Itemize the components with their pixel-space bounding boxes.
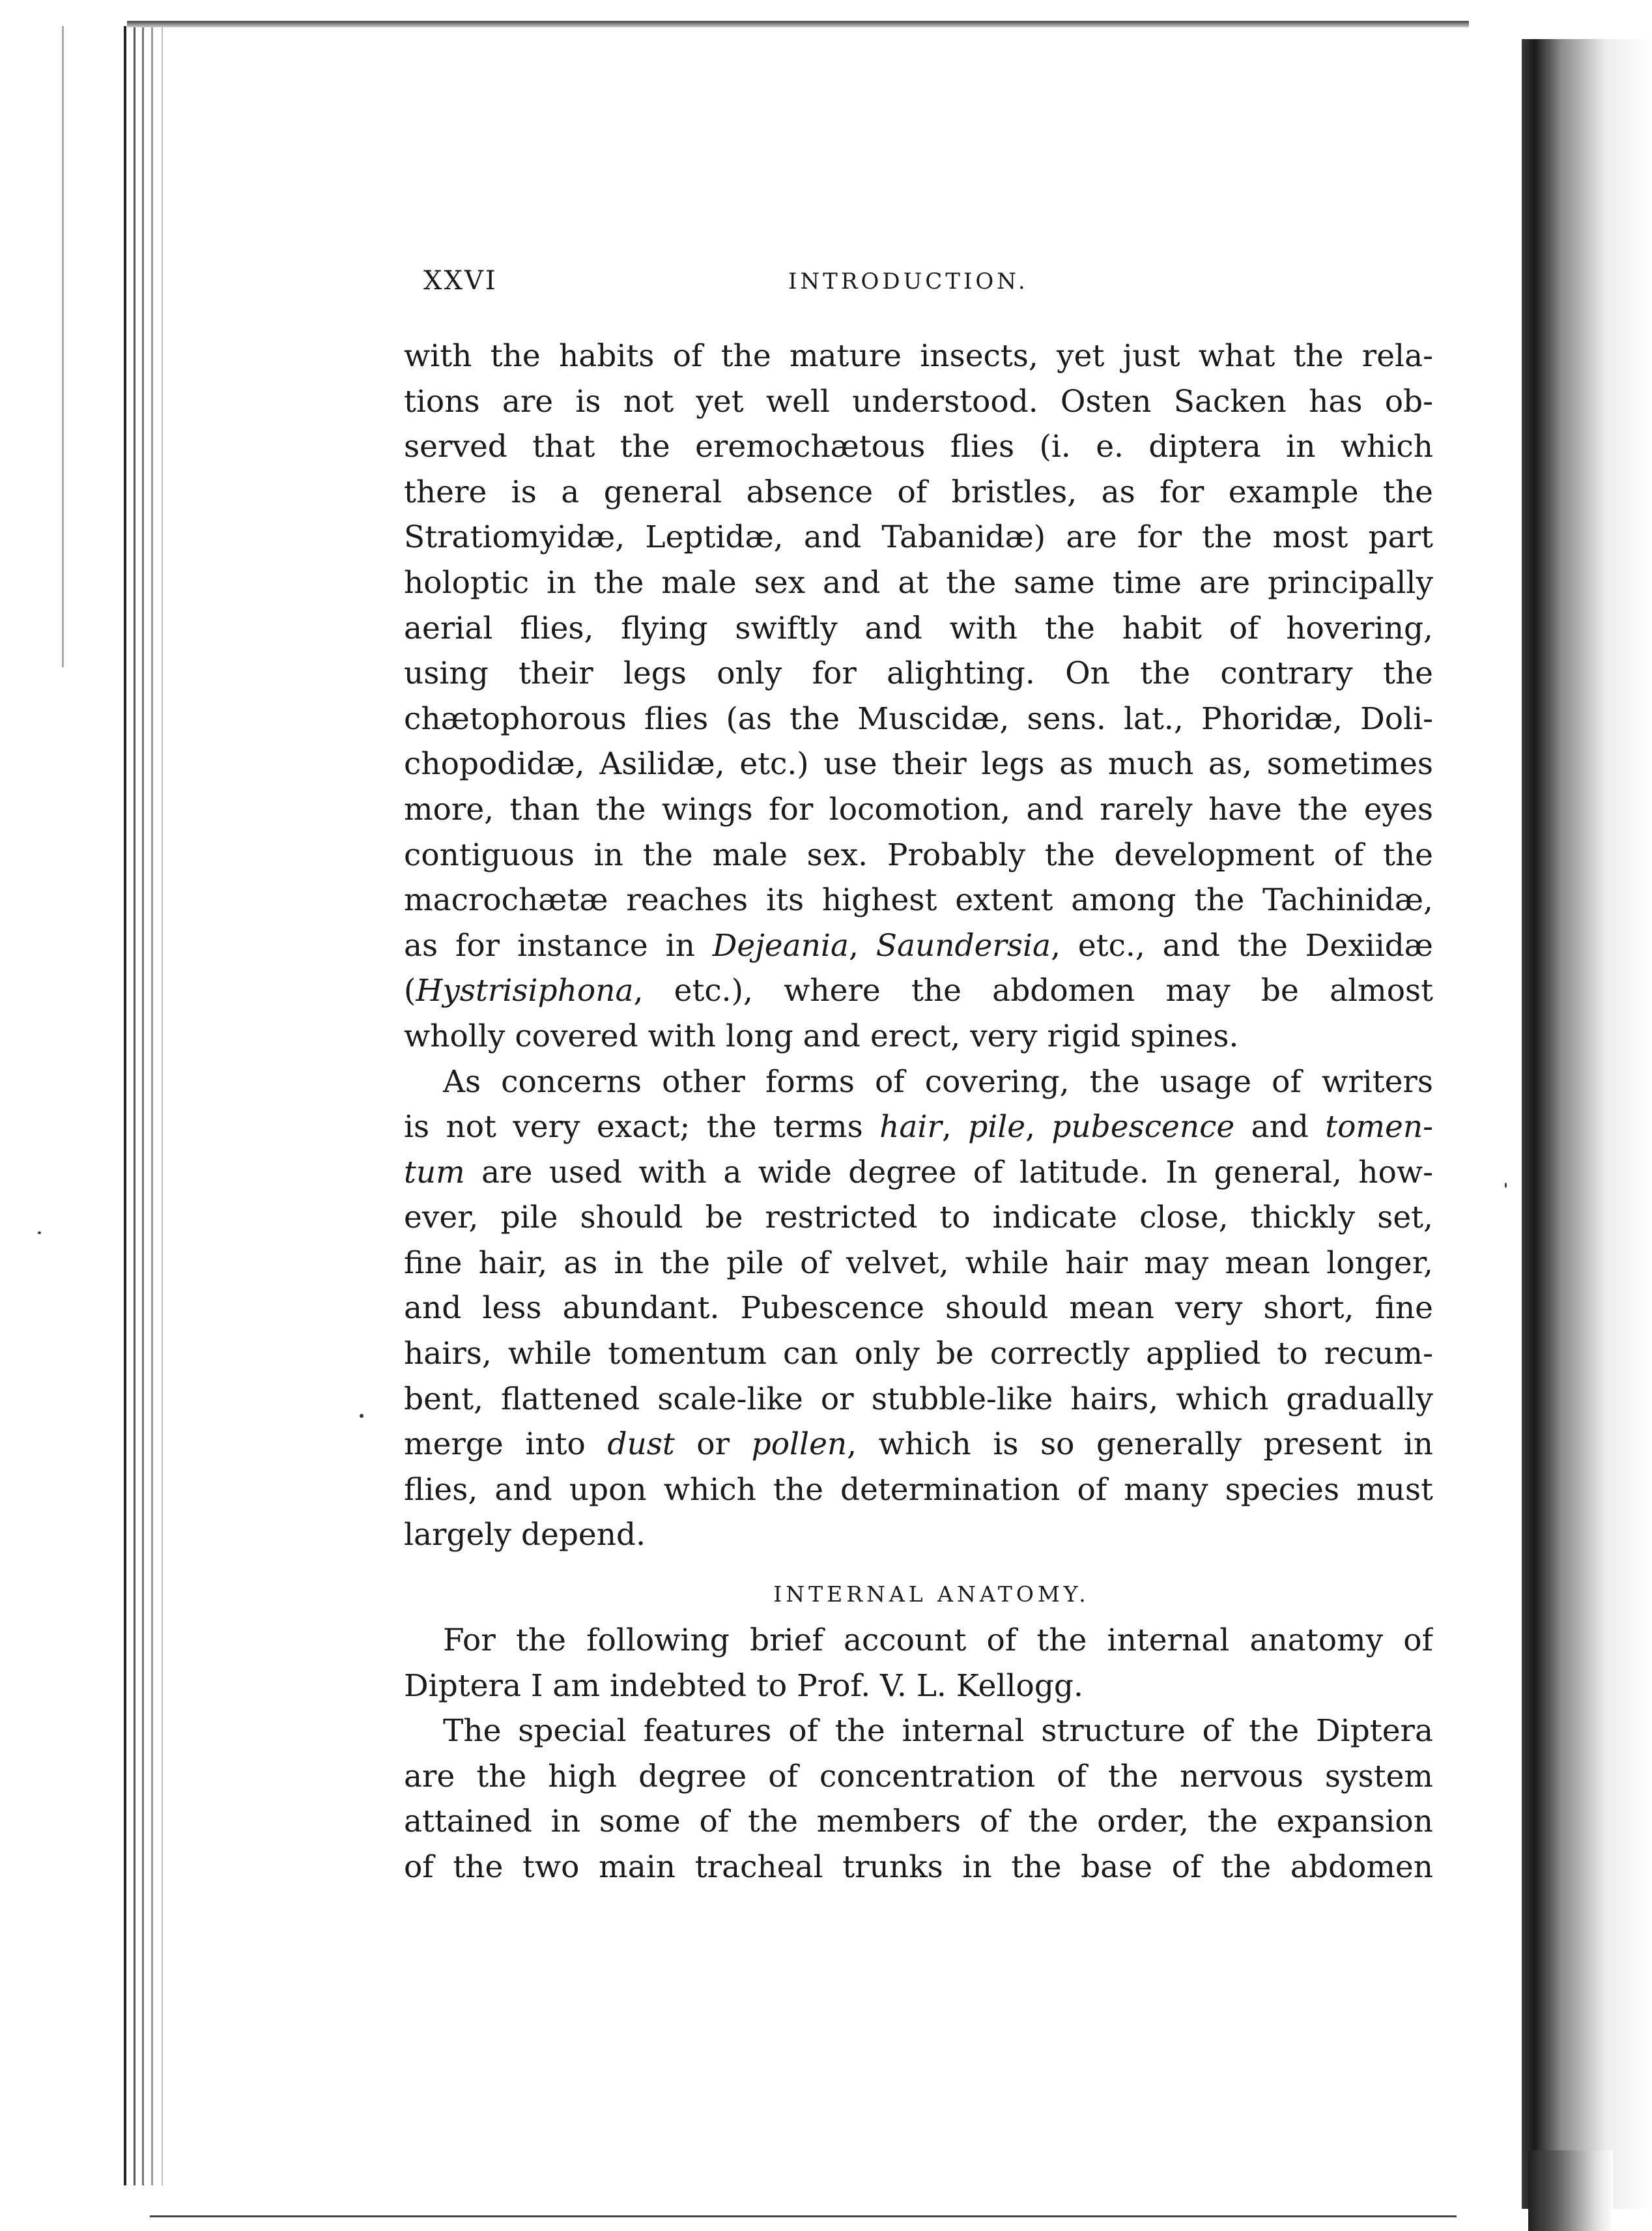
text-run: , etc., and the Dexiidæ bbox=[1051, 927, 1433, 964]
section-heading: INTERNAL ANATOMY. bbox=[773, 1581, 1090, 1607]
paragraph-covering bbox=[404, 1059, 1433, 1559]
text-run: as for instance in bbox=[404, 927, 713, 964]
term: pile bbox=[968, 1109, 1026, 1145]
text-line bbox=[404, 1150, 1433, 1196]
text-line: using their legs only for alighting. On the contrary the bbox=[404, 655, 1433, 692]
paragraph-habits bbox=[404, 334, 1433, 1059]
scan-speck bbox=[38, 1231, 41, 1234]
text-line: Stratiomyidæ, Leptidæ, and Tabanidæ) are for the most part bbox=[404, 519, 1433, 556]
page-edge bbox=[134, 26, 135, 2185]
text-run: are used with a wide degree of latitude. In general, how- bbox=[464, 1154, 1433, 1190]
text-line: of the two main tracheal trunks in the base of the abdomen bbox=[404, 1849, 1433, 1885]
text-line: are the high degree of concentration of the nervous system bbox=[404, 1758, 1433, 1794]
text-line: tions are is not yet well understood. Osten Sacken has ob- bbox=[404, 383, 1433, 420]
page-edge bbox=[124, 26, 126, 2185]
text-line: As concerns other forms of covering, the usage of writers bbox=[443, 1063, 1433, 1100]
term: tum bbox=[404, 1154, 465, 1190]
text-run: , etc.), where the abdomen may be almost bbox=[633, 973, 1433, 1009]
text-line bbox=[404, 1104, 1433, 1150]
paragraph-internal-structure bbox=[404, 1708, 1433, 1890]
text-run: ( bbox=[404, 973, 416, 1009]
term: hair bbox=[879, 1109, 942, 1145]
text-run: , which is so generally present in bbox=[847, 1426, 1433, 1463]
text-run: and bbox=[1234, 1109, 1326, 1145]
scan-speck bbox=[360, 1414, 363, 1418]
page-edge bbox=[151, 26, 153, 2185]
text-line: contiguous in the male sex. Probably the development of the bbox=[404, 837, 1433, 873]
page-edge bbox=[62, 26, 64, 667]
text-line: For the following brief account of the internal anatomy of bbox=[443, 1622, 1433, 1659]
text-line: bent, flattened scale-like or stubble-like hairs, which gradually bbox=[404, 1381, 1433, 1417]
text-line bbox=[404, 1422, 1433, 1467]
page-edge bbox=[162, 26, 163, 2185]
text-run: or bbox=[674, 1426, 752, 1463]
text-line: served that the eremochætous flies (i. e. diptera in which bbox=[404, 429, 1433, 465]
genus-name: Saundersia bbox=[876, 927, 1051, 964]
paragraph-acknowledgement bbox=[404, 1618, 1433, 1708]
text-run: , bbox=[1025, 1109, 1052, 1145]
binding-shadow bbox=[1522, 39, 1652, 2209]
book-page bbox=[404, 261, 1433, 1890]
text-line: wholly covered with long and erect, very rigid spines. bbox=[404, 1018, 1239, 1054]
text-line: chætophorous flies (as the Muscidæ, sens. lat., Phoridæ, Doli- bbox=[404, 700, 1433, 737]
text-line: The special features of the internal structure of the Diptera bbox=[443, 1713, 1433, 1749]
page-number: XXVI bbox=[423, 266, 498, 296]
text-run: is not very exact; the terms bbox=[404, 1109, 880, 1145]
text-line: and less abundant. Pubescence should mean very short, fine bbox=[404, 1290, 1433, 1327]
text-line: with the habits of the mature insects, yet just what the rela- bbox=[404, 338, 1433, 374]
page-edge bbox=[142, 26, 144, 2185]
running-title: INTRODUCTION. bbox=[788, 268, 1029, 295]
page-bottom-edge bbox=[150, 2215, 1457, 2217]
genus-name: Hystrisiphona bbox=[416, 973, 634, 1009]
text-line: macrochætæ reaches its highest extent among the Tachinidæ, bbox=[404, 882, 1433, 919]
binding-shadow-bottom bbox=[1528, 2150, 1613, 2231]
running-head bbox=[404, 261, 1433, 306]
text-run: , bbox=[848, 927, 876, 964]
term: dust bbox=[607, 1426, 675, 1463]
text-line: holoptic in the male sex and at the same time are principally bbox=[404, 564, 1433, 601]
text-run: merge into bbox=[404, 1426, 608, 1463]
text-line bbox=[404, 923, 1433, 969]
text-line: largely depend. bbox=[404, 1517, 646, 1553]
text-line: there is a general absence of bristles, as for example the bbox=[404, 474, 1433, 510]
term: pollen bbox=[751, 1426, 847, 1463]
text-line: Diptera I am indebted to Prof. V. L. Kellogg. bbox=[404, 1667, 1083, 1704]
text-line: aerial flies, flying swiftly and with the habit of hovering, bbox=[404, 610, 1433, 646]
page-top-edge bbox=[127, 21, 1469, 27]
scan-speck bbox=[1505, 1183, 1507, 1188]
text-line: more, than the wings for locomotion, and rarely have the eyes bbox=[404, 791, 1433, 828]
text-line: flies, and upon which the determination of many species must bbox=[404, 1471, 1433, 1508]
text-line: chopodidæ, Asilidæ, etc.) use their legs as much as, sometimes bbox=[404, 746, 1433, 783]
term: pubescence bbox=[1051, 1109, 1235, 1145]
term: tomen- bbox=[1325, 1109, 1433, 1145]
text-line: hairs, while tomentum can only be correctly applied to recum- bbox=[404, 1336, 1433, 1372]
text-line: fine hair, as in the pile of velvet, while hair may mean longer, bbox=[404, 1245, 1433, 1281]
text-run: , bbox=[941, 1109, 969, 1145]
text-line bbox=[404, 968, 1433, 1014]
text-line: attained in some of the members of the order, the expansion bbox=[404, 1804, 1433, 1840]
text-line: ever, pile should be restricted to indicate close, thickly set, bbox=[404, 1200, 1433, 1236]
genus-name: Dejeania bbox=[712, 927, 849, 964]
